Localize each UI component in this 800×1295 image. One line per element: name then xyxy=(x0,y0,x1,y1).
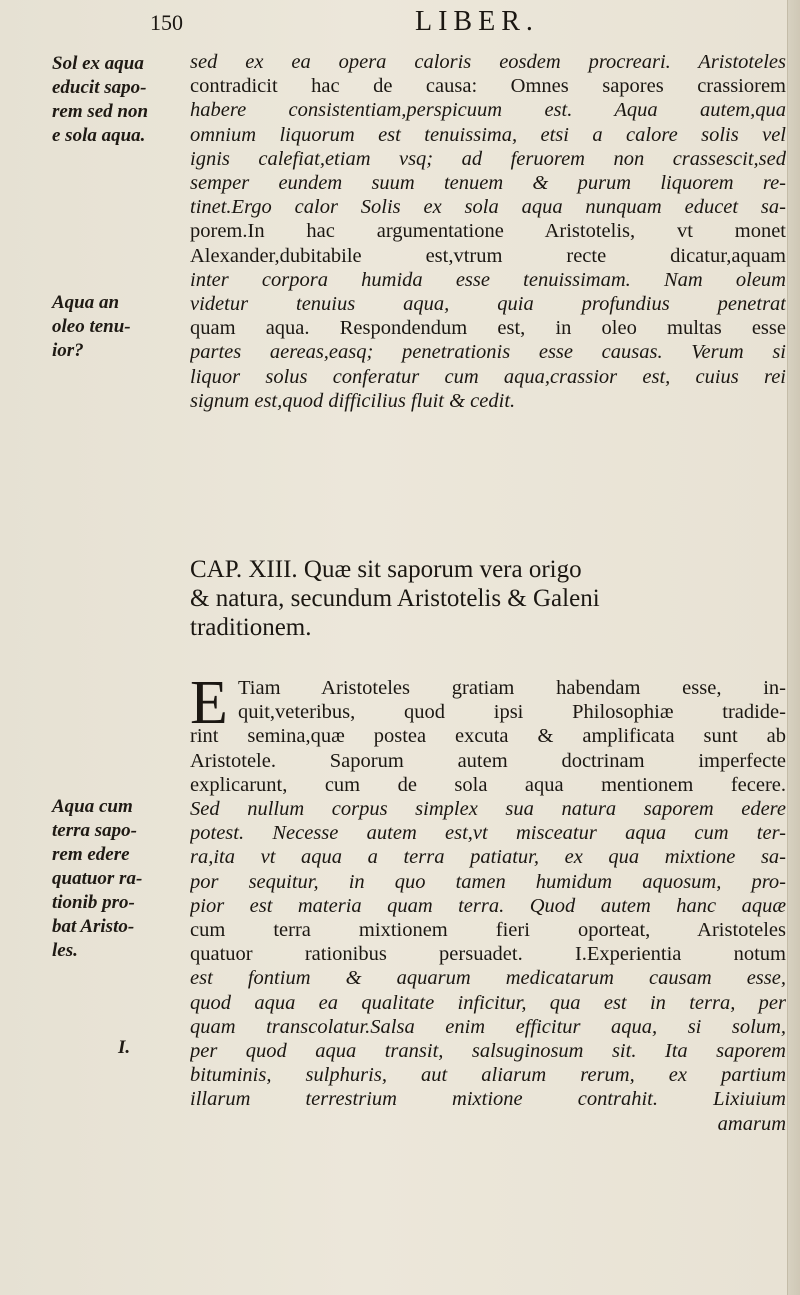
text-line: rint semina,quæ postea excuta & amplificata sunt ab xyxy=(190,725,786,748)
text-line: quam aqua. Respondendum est, in oleo multas esse xyxy=(190,317,786,340)
margin-note-aqua-an-oleo: Aqua an oleo tenu- ior? xyxy=(52,292,131,361)
chapter-heading-line: traditionem. xyxy=(190,614,312,641)
text-line: bituminis, sulphuris, aut aliarum rerum, ex partium xyxy=(190,1064,786,1087)
text-line: Aristotele. Saporum autem doctrinam imperfecte xyxy=(190,749,786,772)
catchword: amarum xyxy=(717,1112,786,1135)
text-line: signum est,quod difficilius fluit & cedit. xyxy=(190,389,516,412)
text-line: potest. Necesse autem est,vt misceatur aqua cum ter- xyxy=(190,822,786,845)
text-line: illarum terrestrium mixtione contrahit. Lixiuium xyxy=(190,1088,786,1111)
text-line: habere consistentiam,perspicuum est. Aqua autem,qua xyxy=(190,99,786,122)
drop-cap: E xyxy=(190,669,228,737)
text-line: liquor solus conferatur cum aqua,crassior est, cuius rei xyxy=(190,365,786,388)
paragraph-2 xyxy=(190,669,786,1136)
text-line: quod aqua ea qualitate inficitur, qua est in terra, per xyxy=(190,991,786,1014)
text-line: porem.In hac argumentatione Aristotelis, vt monet xyxy=(190,220,786,243)
page-edge xyxy=(787,0,800,1295)
text-line: pior est materia quam terra. Quod autem hanc aquæ xyxy=(190,894,786,917)
text-line: ra,ita vt aqua a terra patiatur, ex qua mixtione sa- xyxy=(190,846,786,869)
text-line: Alexander,dubitabile est,vtrum recte dicatur,aquam xyxy=(190,244,786,267)
text-line: per quod aqua transit, salsuginosum sit. Ita saporem xyxy=(190,1040,786,1063)
text-line: videtur tenuius aqua, quia profundius penetrat xyxy=(190,293,786,316)
text-line: explicarunt, cum de sola aqua mentionem fecere. xyxy=(190,773,786,796)
text-line: ignis calefiat,etiam vsq; ad feruorem non crassescit,sed xyxy=(190,147,786,170)
text-line: quit,veteribus, quod ipsi Philosophiæ tradide- xyxy=(238,701,786,724)
page-number: 150 xyxy=(150,10,183,35)
margin-note-aqua-cum-terra: Aqua cum terra sapo- rem edere quatuor ra- tionib pro- bat Aristo- les. xyxy=(52,796,143,961)
chapter-heading xyxy=(190,555,780,642)
text-line: inter corpora humida esse tenuissimam. Nam oleum xyxy=(190,268,786,291)
margin-note-numeral: I. xyxy=(118,1037,131,1058)
running-head: LIBER. xyxy=(415,6,539,37)
chapter-heading-line: & natura, secundum Aristotelis & Galeni xyxy=(190,585,600,612)
text-line: tinet.Ergo calor Solis ex sola aqua nunquam educet sa- xyxy=(190,196,786,219)
text-line: partes aereas,easq; penetrationis esse causas. Verum si xyxy=(190,341,786,364)
paragraph-1 xyxy=(190,50,786,413)
text-line: sed ex ea opera caloris eosdem procreari. Aristoteles xyxy=(190,51,786,73)
text-line: Tiam Aristoteles gratiam habendam esse, in- xyxy=(238,677,786,699)
text-line: cum terra mixtionem fieri oporteat, Aristoteles xyxy=(190,919,786,942)
text-line: Sed nullum corpus simplex sua natura saporem edere xyxy=(190,798,786,821)
text-line: est fontium & aquarum medicatarum causam esse, xyxy=(190,967,786,990)
text-line: quam transcolatur.Salsa enim efficitur aqua, si solum, xyxy=(190,1015,786,1038)
chapter-heading-line: CAP. XIII. Quæ sit saporum vera origo xyxy=(190,556,582,583)
margin-note-sol-ex-aqua: Sol ex aqua educit sapo- rem sed non e sola aqua. xyxy=(52,53,149,146)
text-line: semper eundem suum tenuem & purum liquorem re- xyxy=(190,172,786,195)
text-line: quatuor rationibus persuadet. I.Experientia notum xyxy=(190,943,786,966)
text-line: omnium liquorum est tenuissima, etsi a calore solis vel xyxy=(190,123,786,146)
text-line: por sequitur, in quo tamen humidum aquosum, pro- xyxy=(190,870,786,893)
page-header xyxy=(0,4,800,38)
text-line: contradicit hac de causa: Omnes sapores crassiorem xyxy=(190,75,786,98)
